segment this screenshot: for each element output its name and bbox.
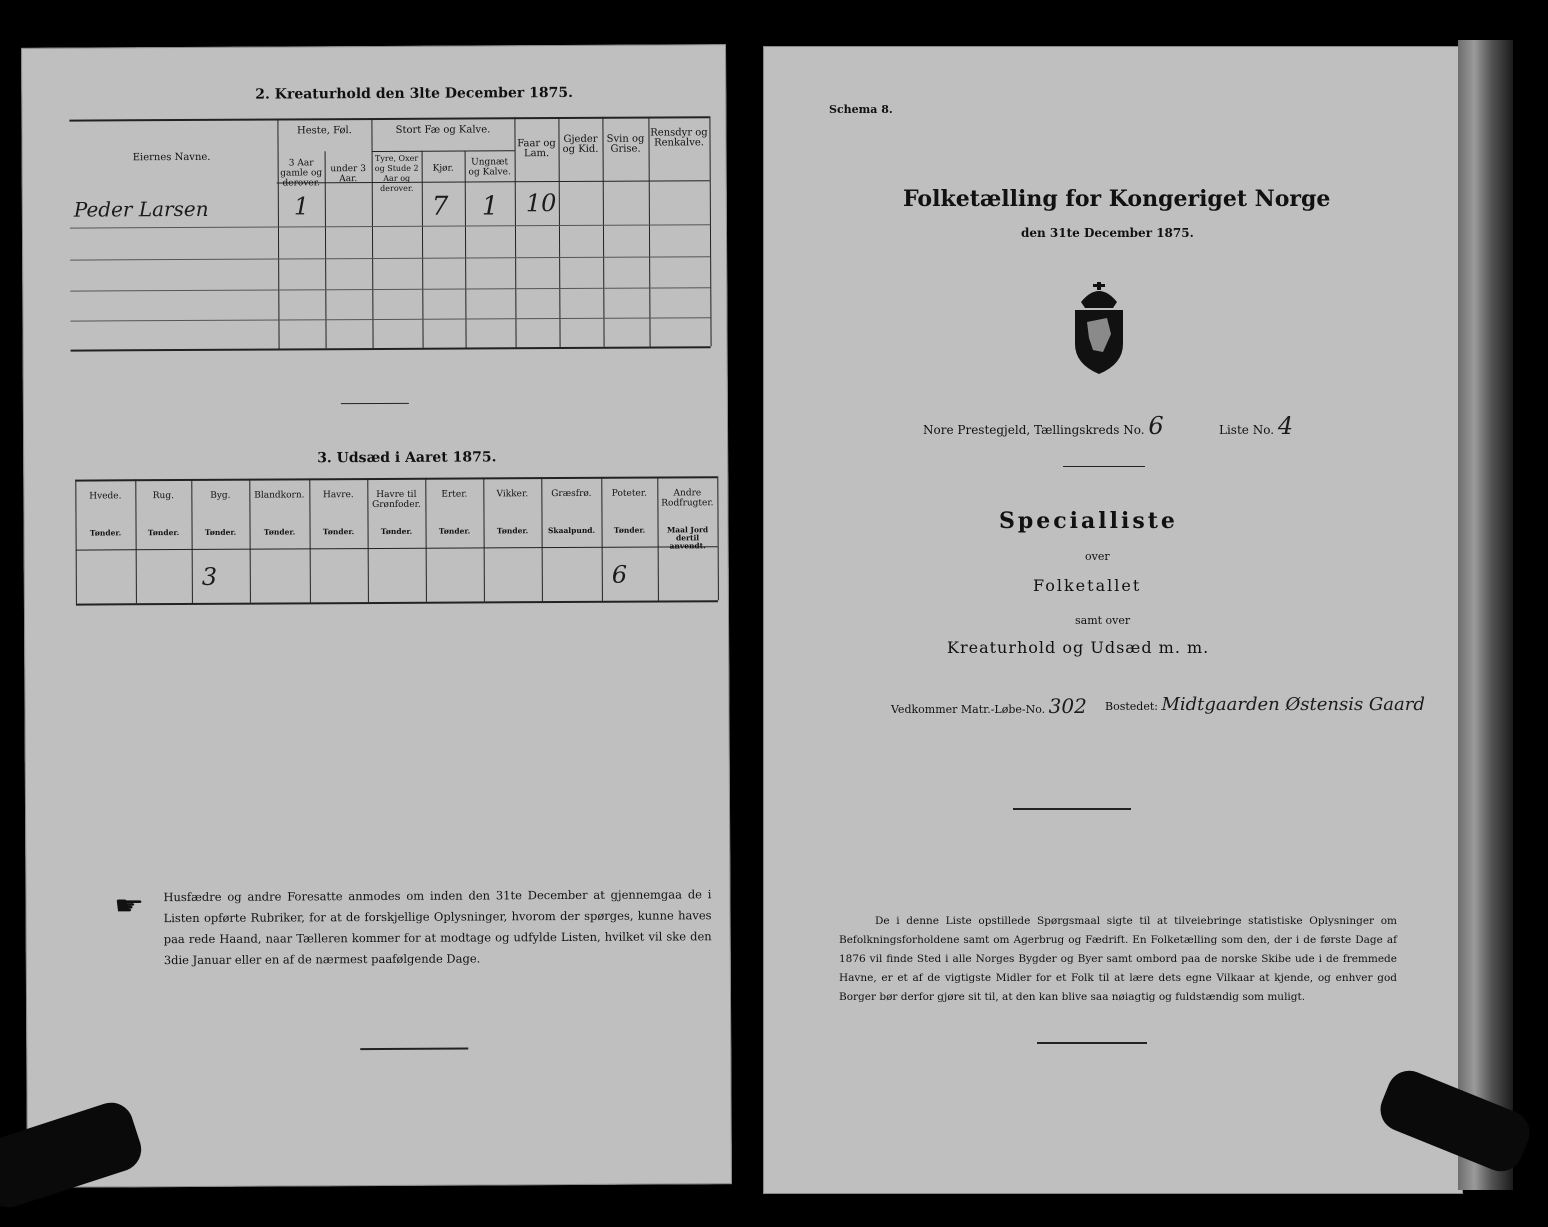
sowing-header: Havre.: [322, 490, 354, 501]
group-horses: Heste, Føl.: [296, 125, 352, 137]
sowing-header: Andre Rodfrugter.: [661, 488, 714, 509]
matr-no: 302: [1048, 694, 1087, 718]
owner-name: Peder Larsen: [73, 196, 209, 222]
bottom-rule: [1037, 1042, 1147, 1044]
sowing-header: Hvede.: [89, 491, 122, 502]
sowing-header: Erter.: [441, 489, 468, 500]
page-edge: [1458, 40, 1513, 1190]
sowing-header: Blandkorn.: [254, 490, 305, 501]
col-calves: Ungnæt og Kalve.: [468, 157, 511, 178]
sowing-unit: Tønder.: [204, 527, 237, 537]
table-rule: [76, 546, 718, 550]
info-note: De i denne Liste opstillede Spørgsmaal sigte til at tilveiebringe statistiske Oplysninger om Befolkningsforholdene samt om Agerbrug og Fædrift. En Folketælling som den, der i de første Dage af 1876 vil finde Sted i alle Norges Bygder og Byer samt ombord paa de norske Skibe ude i de fremmede Havne, er et af de vigtigste Midler for et Folk til at lære dets egne Vilkaar at kjende, og enhver god Borger bør derfor gjøre sit til, at den kan blive saa nøiagtig og fuldstændig som muligt.: [839, 915, 1397, 1003]
middle-rule: [1013, 808, 1131, 810]
bottom-rule: [360, 1048, 468, 1051]
sowing-unit: Tønder.: [380, 526, 413, 536]
group-cattle: Stort Fæ og Kalve.: [395, 124, 491, 136]
table-rule: [76, 600, 718, 605]
sowing-title: 3. Udsæd i Aaret 1875.: [317, 449, 497, 467]
sowing-header: Poteter.: [611, 488, 647, 499]
kreds-no: 6: [1148, 412, 1164, 440]
sowing-unit: Tønder.: [322, 527, 355, 537]
schema-label: Schema 8.: [829, 103, 893, 116]
date-line: den 31te December 1875.: [1021, 226, 1194, 240]
bosted-value: Midtgaarden Østensis Gaard: [1161, 694, 1425, 715]
sowing-header: Byg.: [210, 490, 231, 501]
col-pigs: Svin og Grise.: [606, 133, 645, 155]
sowing-unit: Tønder.: [496, 526, 529, 536]
sowing-unit: Maal Jord dertil anvendt.: [666, 525, 709, 551]
sowing-header: Havre til Grønfoder.: [372, 489, 421, 511]
sowing-unit: Skaalpund.: [547, 525, 596, 536]
sowing-unit: Tønder.: [438, 526, 471, 536]
divider: [1063, 466, 1145, 467]
sowing-unit: Tønder.: [263, 527, 296, 537]
liste-label: Liste No.: [1219, 423, 1275, 437]
col-goats: Gjeder og Kid.: [562, 133, 599, 156]
sowing-header: Græsfrø.: [551, 488, 592, 500]
liste-no: 4: [1277, 412, 1294, 440]
table-rule: [717, 476, 719, 600]
cows-value: 7: [431, 191, 449, 222]
sowing-value: 6: [611, 560, 628, 589]
kreaturhold-heading: Kreaturhold og Udsæd m. m.: [947, 638, 1210, 657]
folketallet-heading: Folketallet: [1033, 576, 1142, 595]
left-page: [21, 44, 732, 1188]
main-title: Folketælling for Kongeriget Norge: [903, 186, 1331, 212]
calves-value: 1: [481, 191, 499, 222]
livestock-title: 2. Kreaturhold den 3lte December 1875.: [255, 84, 573, 103]
right-page: [763, 46, 1463, 1194]
samt-over-label: samt over: [1075, 614, 1131, 627]
coat-of-arms-icon: [1067, 278, 1131, 378]
col-cows: Kjør.: [432, 163, 454, 174]
owner-header: Eiernes Navne.: [132, 151, 211, 164]
over-label: over: [1085, 550, 1110, 563]
col-reindeer: Rensdyr og Renkalve.: [650, 127, 708, 149]
specialliste-heading: Specialliste: [999, 508, 1178, 534]
horses-old-value: 1: [293, 192, 310, 221]
matr-label: Vedkommer Matr.-Løbe-No.: [891, 703, 1046, 716]
col-horses-young: under 3 Aar.: [330, 164, 366, 185]
sowing-unit: Tønder.: [89, 528, 122, 538]
pointing-hand-icon: ☛: [113, 891, 145, 922]
notice-text: Husfædre og andre Foresatte anmodes om inden den 31te December at gjennemgaa de i Listen opførte Rubriker, for at de forskjellige Oplysninger, hvorom der spørges, kunne haves paa rede Haand, naar Tælleren kommer for at modtage og udfylde Listen, hvilket vil ske den 3die Januar eller en af de nærmest paafølgende Dage.: [163, 887, 712, 968]
sowing-unit: Tønder.: [147, 528, 180, 538]
col-horses-old: 3 Aar gamle og derover.: [280, 158, 323, 189]
sowing-value: 3: [201, 562, 218, 591]
prestegjeld-label: Nore Prestegjeld, Tællingskreds No.: [923, 423, 1145, 437]
sowing-header: Rug.: [152, 491, 174, 502]
col-bulls: Tyre, Oxer og Stude 2 Aar og derover.: [374, 153, 419, 193]
sheep-value: 10: [525, 189, 557, 218]
clip-left: [0, 1097, 147, 1213]
divider: [341, 403, 409, 404]
sowing-header: Vikker.: [496, 489, 529, 500]
table-rule: [75, 476, 717, 481]
sowing-unit: Tønder.: [613, 525, 646, 535]
col-sheep: Faar og Lam.: [517, 138, 556, 160]
bosted-label: Bostedet:: [1105, 700, 1158, 713]
